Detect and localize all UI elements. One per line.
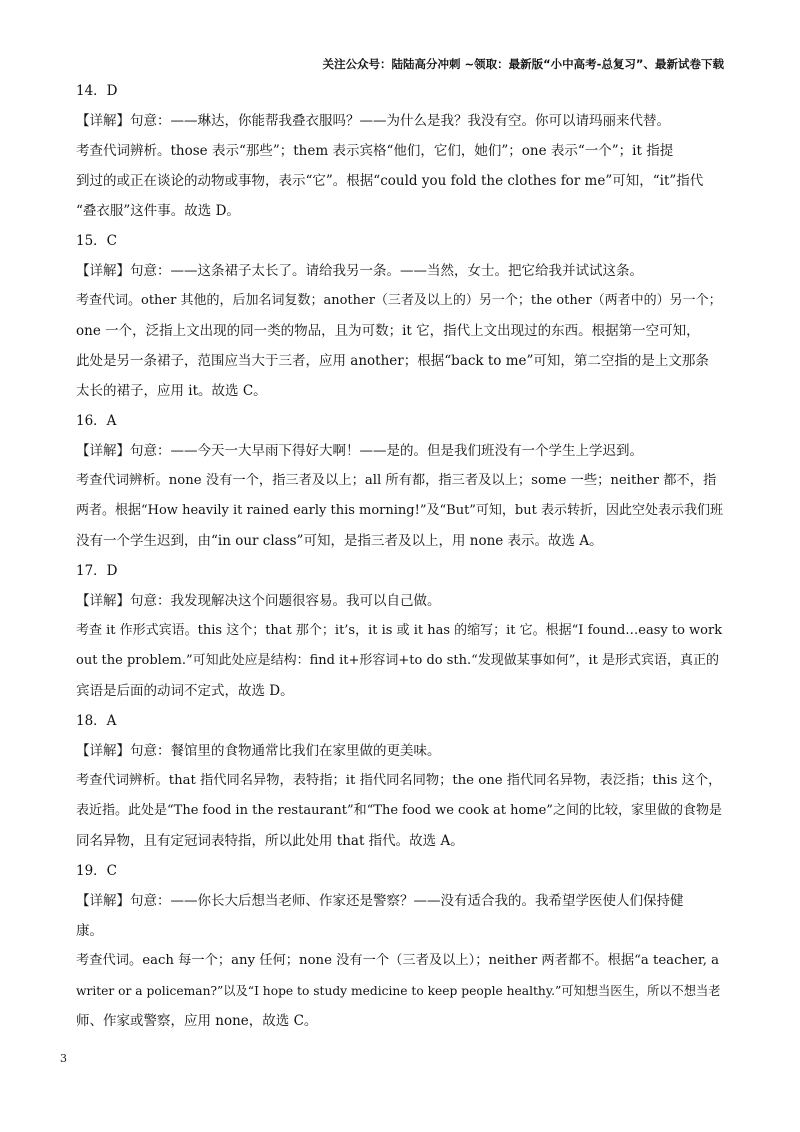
explanation-line: 【详解】句意：——你长大后想当老师、作家还是警察？——没有适合我的。我希望学医使人们保持健 [76, 893, 684, 909]
explanation-line: 考查代词。other 其他的，后加名词复数；another（三者及以上的）另一个；the other（两者中的）另一个； [76, 293, 722, 308]
explanation-line: 考查代词。each 每一个；any 任何；none 没有一个（三者及以上）；neither 两者都不。根据“a teacher, a [76, 953, 720, 968]
explanation-line: 考查代词辨析。that 指代同名异物，表特指；it 指代同名同物；the one 指代同名异物，表泛指；this 这个， [76, 773, 722, 788]
answer-number: 19．C [76, 863, 118, 879]
explanation-line: 到过的或正在谈论的动物或事物，表示“它”。根据“could you fold the clothes for me”可知，“it”指代 [76, 173, 704, 189]
explanation-line: 【详解】句意：——这条裙子太长了。请给我另一条。——当然，女士。把它给我并试试这条。 [76, 263, 643, 279]
question-16 [76, 406, 726, 556]
page-number: 3 [60, 1052, 67, 1065]
explanation-line: 没有一个学生迟到，由“in our class”可知，是指三者及以上，用 none 表示。故选 A。 [76, 533, 603, 549]
explanation-line: 【详解】句意：——今天一大早雨下得好大啊！——是的。但是我们班没有一个学生上学迟到。 [76, 443, 643, 459]
question-17 [76, 556, 726, 706]
explanation-line: “叠衣服”这件事。故选 D。 [76, 203, 240, 219]
answer-number: 17．D [76, 563, 118, 579]
answer-number: 16．A [76, 413, 117, 429]
answer-explanations [76, 76, 726, 1036]
explanation-line: writer or a policeman?”以及“I hope to study medicine to keep people healthy.”可知想当医生，所以不想当老 [76, 984, 721, 998]
explanation-line: 师、作家或警察，应用 none，故选 C。 [76, 1013, 318, 1029]
explanation-line: 两者。根据“How heavily it rained early this morning!”及“But”可知，but 表示转折，因此空处表示我们班 [76, 503, 723, 518]
page-header: 关注公众号：陆陆高分冲刺 ~领取：最新版“小中高考-总复习”、最新试卷下载 [322, 57, 724, 71]
explanation-line: 考查代词辨析。none 没有一个，指三者及以上；all 所有都，指三者及以上；some 一些；neither 都不，指 [76, 473, 717, 488]
explanation-line: out the problem.”可知此处应是结构：find it+形容词+to do sth.“发现做某事如何”，it 是形式宾语，真正的 [76, 653, 719, 668]
explanation-line: 太长的裙子，应用 it。故选 C。 [76, 383, 267, 399]
question-19 [76, 856, 726, 1036]
answer-number: 18．A [76, 713, 117, 729]
explanation-line: 康。 [76, 923, 103, 939]
question-18 [76, 706, 726, 856]
answer-number: 15．C [76, 233, 118, 249]
explanation-line: 宾语是后面的动词不定式，故选 D。 [76, 683, 294, 699]
explanation-line: 此处是另一条裙子，范围应当大于三者，应用 another；根据“back to me”可知，第二空指的是上文那条 [76, 353, 709, 369]
answer-number: 14．D [76, 83, 118, 99]
explanation-line: 【详解】句意：——琳达，你能帮我叠衣服吗？——为什么是我？我没有空。你可以请玛丽来代替。 [76, 113, 670, 129]
question-15 [76, 226, 726, 406]
explanation-line: 考查代词辨析。those 表示“那些”；them 表示宾格“他们，它们，她们”；one 表示“一个”；it 指提 [76, 143, 674, 159]
explanation-line: 【详解】句意：餐馆里的食物通常比我们在家里做的更美味。 [76, 743, 441, 759]
explanation-line: 同名异物，且有定冠词表特指，所以此处用 that 指代。故选 A。 [76, 833, 464, 849]
explanation-line: 表近指。此处是“The food in the restaurant”和“The food we cook at home”之间的比较，家里做的食物是 [76, 803, 722, 818]
question-14 [76, 76, 726, 226]
explanation-line: one 一个，泛指上文出现的同一类的物品，且为可数；it 它，指代上文出现过的东西。根据第一空可知， [76, 323, 700, 339]
explanation-line: 考查 it 作形式宾语。this 这个；that 那个；it’s，it is 或 it has 的缩写；it 它。根据“I found…easy to work [76, 623, 723, 638]
explanation-line: 【详解】句意：我发现解决这个问题很容易。我可以自己做。 [76, 593, 441, 609]
